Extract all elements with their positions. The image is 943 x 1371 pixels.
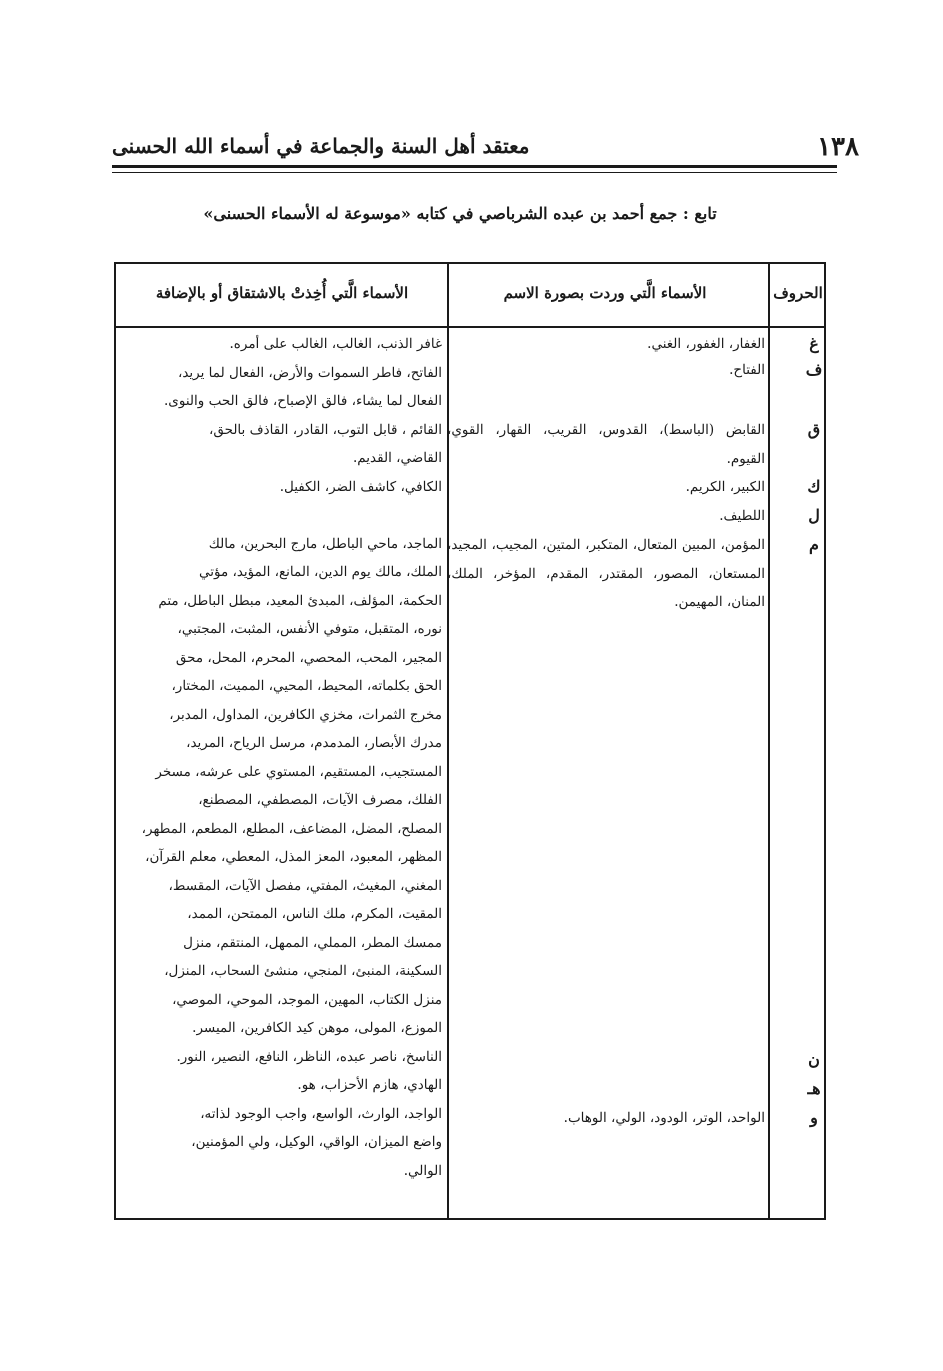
header-rule-thick	[112, 165, 837, 168]
derived-line-spacer	[120, 501, 442, 530]
derived-line: الهادي، هازم الأحزاب، هو.	[297, 1077, 442, 1093]
derived-names-column	[120, 330, 442, 1185]
derived-line: القائم ، قابل التوب، القادر، القاذف بالحق،	[208, 421, 442, 438]
letter-nun: ن	[808, 1050, 820, 1069]
derived-line: منزل الكتاب، المهين، الموجد، الموحي، الموصي،	[172, 991, 442, 1008]
derived-line: الناسخ، ناصر عبده، الناظر، النافع، النصير، النور.	[176, 1048, 442, 1065]
letter-qaf: ق	[807, 420, 821, 439]
derived-line: المقيت، المكرم، ملك الناس، الممتحن، الممد،	[187, 906, 442, 922]
header-rule-thin	[112, 172, 837, 173]
direct-names-lam: اللطيف.	[719, 508, 765, 524]
direct-names-fa: الفتاح.	[729, 362, 765, 378]
letter-ha: هـ	[807, 1079, 821, 1098]
derived-line: الحق بكلماته، المحيط، المحيي، المميت، المختار،	[171, 678, 442, 694]
derived-line: الكافي، كاشف الضر، الكفيل.	[279, 478, 442, 495]
derived-line: ممسك المطر، المملي، الممهل، المنتقم، منزل	[183, 934, 442, 951]
page-number: ١٣٨	[817, 132, 859, 162]
direct-names-qaf: القابض (الباسط)، القدوس، القريب، القهار، القوي، القيوم.	[447, 422, 765, 467]
derived-line: الملك، مالك يوم الدين، المانع، المؤيد، مؤتي	[198, 564, 442, 580]
letter-fa: ف	[805, 360, 823, 379]
derived-line: الواجد، الوارث، الواسع، واجب الوجود لذاته،	[200, 1105, 442, 1122]
derived-line: السكينة، المنبئ، المنجي، منشئ السحاب، المنزل،	[164, 963, 442, 979]
letter-ghain: غ	[809, 334, 819, 353]
derived-line: الفعال لما يشاء، فالق الإصباح، فالق الحب والنوى.	[164, 393, 442, 409]
column-divider-names	[447, 262, 449, 1220]
letter-waw: و	[810, 1108, 818, 1127]
header-letters: الحروف	[773, 284, 823, 302]
header-row-divider	[114, 326, 826, 328]
derived-line: القاضي، القديم.	[353, 450, 442, 466]
derived-line: الفلك، مصرف الآيات، المصطفي، المصطنع،	[198, 792, 442, 808]
derived-line: المستجيب، المستقيم، المستوي على عرشه، مسخر	[155, 763, 442, 780]
derived-line: مدرك الأبصار، المدمدم، مرسل الرياح، المريد،	[186, 735, 442, 751]
direct-names-kaf: الكبير، الكريم.	[685, 479, 765, 495]
letter-lam: ل	[808, 506, 820, 525]
direct-names-mim: المؤمن، المبين المتعال، المتكبر، المتين، المجيب، المجيد، المستعان، المصور، المقتدر، المقدم، المؤخر، الملك، المنان، المهيمن.	[447, 537, 765, 610]
derived-line: المغني، المغيث، المفتي، مفصل الآيات، المقسط،	[168, 877, 442, 894]
derived-line: الماجد، ماحي الباطل، مارج البحرين، مالك	[208, 535, 442, 552]
derived-line: الموزع، المولى، موهن كيد الكافرين، الميسر.	[192, 1020, 442, 1036]
header-names-derived: الأسماء الَّتي أُخِذتْ بالاشتقاق أو بالإضافة	[155, 284, 409, 302]
derived-line: مخرج الثمرات، مخزي الكافرين، المداول، المدبر،	[169, 706, 442, 723]
derived-line: المصلح، المضل، المضاعف، المطلع، المطعم، المطهر،	[141, 820, 442, 837]
derived-line: المجير، المحب، المحصي، المحرم، المحل، محق	[175, 649, 442, 666]
derived-line: غافر الذنب، الغالب، الغالب على أمره.	[229, 336, 442, 352]
table-caption: تابع : جمع أحمد بن عبده الشرباصي في كتابه «موسوعة له الأسماء الحسنى»	[203, 204, 717, 223]
derived-line: واضع الميزان، الواقي، الوكيل، ولي المؤمنين،	[191, 1134, 442, 1150]
derived-line: الحكمة، المؤلف، المبدئ المعيد، مبطل الباطل، متم	[158, 592, 442, 609]
derived-line: نوره، المتقبل، متوفي الأنفس، المثبت، المجتبي،	[177, 621, 442, 637]
derived-line: الوالي.	[403, 1162, 442, 1179]
letter-mim: م	[809, 535, 819, 554]
running-title: معتقد أهل السنة والجماعة في أسماء الله الحسنى	[112, 134, 530, 158]
direct-names-waw: الواحد، الوتر، الودود، الولي، الوهاب.	[563, 1110, 765, 1126]
column-divider-letters	[768, 262, 770, 1220]
derived-line: الفاتح، فاطر السموات والأرض، الفعال لما يريد،	[177, 364, 442, 381]
header-names-direct: الأسماء الَّتي وردت بصورة الاسم	[503, 284, 707, 302]
letter-kaf: ك	[807, 477, 821, 496]
direct-names-ghain: الغفار، الغفور، الغني.	[647, 336, 765, 352]
derived-line: المظهر، المعبود، المعز المذل، المعطي، معلم القرآن،	[145, 849, 442, 865]
